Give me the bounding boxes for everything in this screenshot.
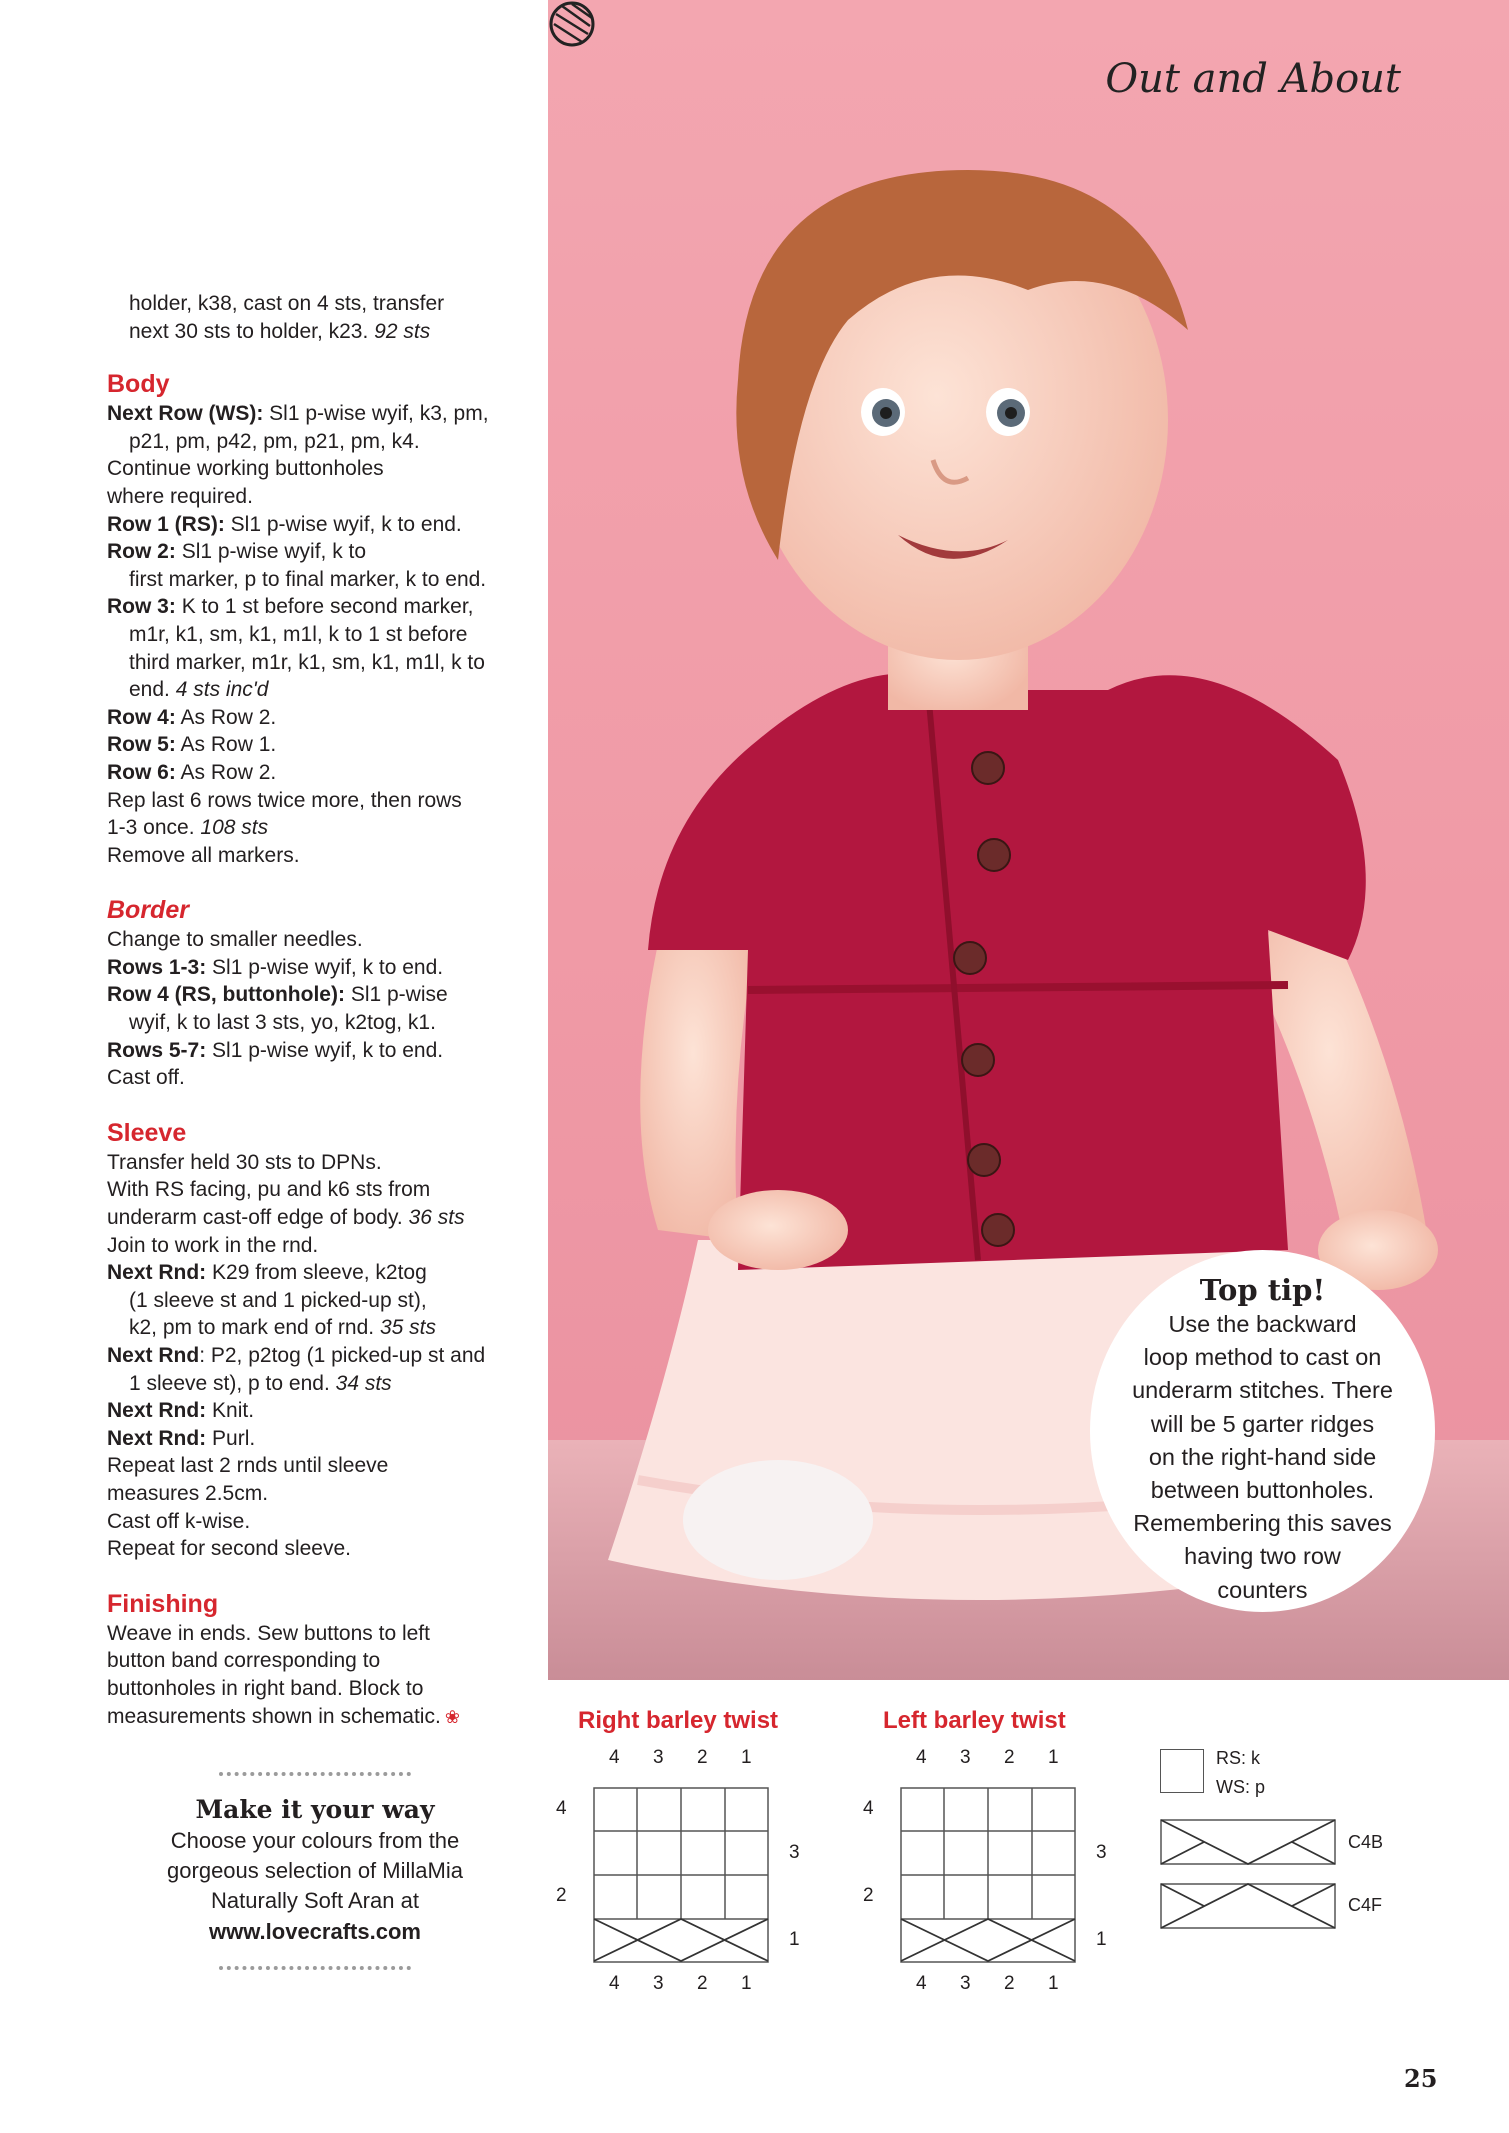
top-tip-line: loop method to cast on (1143, 1344, 1382, 1371)
cable-cross-row (594, 1919, 768, 1961)
row-label: 2 (556, 1885, 567, 1906)
key-label-rs: RS: k (1216, 1748, 1261, 1768)
top-tip-bubble (1090, 1250, 1435, 1612)
row-label: 3 (1096, 1842, 1107, 1863)
dotted-divider (219, 1772, 411, 1776)
row-label: 4 (556, 1798, 567, 1819)
heading-sleeve: Sleeve (107, 1118, 187, 1147)
lovecrafts-link[interactable]: www.lovecrafts.com (209, 1919, 421, 1944)
instruction-line: Row 3: K to 1 st before second marker, (107, 595, 474, 619)
instruction-line: wyif, k to last 3 sts, yo, k2tog, k1. (129, 1011, 436, 1035)
instruction-line: (1 sleeve st and 1 picked-up st), (129, 1288, 427, 1312)
column-label: 4 (916, 1973, 927, 1994)
column-label: 2 (1004, 1973, 1015, 1994)
instruction-line: Next Rnd: P2, p2tog (1 picked-up st and (107, 1344, 486, 1367)
column-label: 1 (741, 1747, 752, 1768)
c4b-key-swatch (1160, 1819, 1336, 1865)
instruction-line: Row 4: As Row 2. (107, 705, 277, 729)
key-label-ws: WS: p (1216, 1777, 1266, 1797)
instruction-line: first marker, p to final marker, k to end. (129, 567, 487, 591)
key-label-c4f: C4F (1348, 1895, 1383, 1915)
instruction-line: m1r, k1, sm, k1, m1l, k to 1 st before (129, 622, 468, 646)
make-it-your-way-title: Make it your way (195, 1795, 435, 1824)
instruction-line: underarm cast-off edge of body. 36 sts (107, 1206, 465, 1230)
instruction-line: Transfer held 30 sts to DPNs. (107, 1150, 382, 1174)
sock (683, 1460, 873, 1580)
instruction-line: Continue working buttonholes (107, 457, 384, 481)
instruction-line: buttonholes in right band. Block to (107, 1676, 424, 1700)
instruction-line: Rep last 6 rows twice more, then rows (107, 788, 462, 812)
instruction-line: Row 6: As Row 2. (107, 760, 277, 784)
top-tip-line: between buttonholes. (1150, 1477, 1375, 1504)
column-label: 1 (741, 1973, 752, 1994)
instruction-line: Row 5: As Row 1. (107, 733, 277, 757)
instruction-line: p21, pm, p42, pm, p21, pm, k4. (129, 429, 420, 453)
instruction-line: button band corresponding to (107, 1649, 381, 1673)
left-arm (640, 900, 758, 1240)
yarn-ball-icon (548, 0, 596, 48)
row-label: 3 (789, 1842, 800, 1863)
make-it-your-way-line: Naturally Soft Aran at (211, 1888, 419, 1913)
right-barley-twist-title: Right barley twist (578, 1707, 779, 1734)
instruction-line: Next Row (WS): Sl1 p-wise wyif, k3, pm, (107, 402, 489, 426)
instruction-line: Repeat last 2 rnds until sleeve (107, 1454, 389, 1478)
end-of-pattern-icon: ❀ (444, 1706, 460, 1727)
intro-line: holder, k38, cast on 4 sts, transfer (129, 292, 445, 315)
instruction-line: Repeat for second sleeve. (107, 1537, 351, 1561)
column-label: 2 (697, 1973, 708, 1994)
column-label: 2 (1004, 1747, 1015, 1768)
heading-finishing: Finishing (107, 1589, 219, 1618)
make-it-your-way-line: Choose your colours from the (170, 1828, 460, 1853)
make-it-your-way-line: gorgeous selection of MillaMia (167, 1858, 463, 1883)
instruction-line: Cast off. (107, 1066, 185, 1090)
top-tip-line: having two row (1184, 1543, 1341, 1570)
row-label: 2 (863, 1885, 874, 1906)
instruction-line: measurements shown in schematic. ❀ (107, 1704, 460, 1728)
instruction-line: Change to smaller needles. (107, 928, 363, 952)
column-label: 4 (609, 1973, 620, 1994)
row-label: 4 (863, 1798, 874, 1819)
heading-body: Body (107, 370, 170, 399)
make-it-your-way-box (130, 1772, 500, 1970)
heading-border: Border (107, 896, 189, 925)
instruction-line: where required. (107, 484, 253, 508)
instruction-line: 1-3 once. 108 sts (107, 816, 269, 840)
instruction-line: end. 4 sts inc'd (129, 678, 269, 702)
stitch-count: 92 sts (374, 319, 431, 343)
knit-purl-key-swatch (1160, 1749, 1204, 1793)
instruction-line: Join to work in the rnd. (107, 1233, 319, 1257)
page-number: 25 (1404, 2064, 1438, 2093)
left-barley-twist-grid (900, 1787, 1076, 1963)
instruction-line: Rows 1-3: Sl1 p-wise wyif, k to end. (107, 955, 444, 979)
column-label: 2 (697, 1747, 708, 1768)
right-barley-twist-grid (593, 1787, 769, 1963)
instruction-line: Row 1 (RS): Sl1 p-wise wyif, k to end. (107, 512, 462, 536)
intro-block (107, 290, 527, 345)
cable-cross-row (901, 1919, 1075, 1961)
row-label: 1 (789, 1929, 800, 1950)
instruction-line: Row 2: Sl1 p-wise wyif, k to (107, 540, 367, 564)
top-tip-line: Use the backward (1168, 1311, 1357, 1337)
instruction-line: Remove all markers. (107, 843, 300, 867)
top-tip-title: Top tip! (1199, 1273, 1326, 1307)
top-tip-line: will be 5 garter ridges (1150, 1410, 1375, 1437)
pattern-instructions (107, 290, 527, 1731)
left-barley-twist-title: Left barley twist (883, 1707, 1066, 1734)
instruction-line: Next Rnd: Knit. (107, 1399, 255, 1423)
instruction-line: third marker, m1r, k1, sm, k1, m1l, k to (129, 650, 485, 674)
left-hand (708, 1190, 848, 1270)
instruction-line: Row 4 (RS, buttonhole): Sl1 p-wise (107, 983, 448, 1007)
cardigan (648, 673, 1366, 1270)
section-tag: Out and About (1105, 56, 1401, 102)
column-label: 4 (609, 1747, 620, 1768)
column-label: 4 (916, 1747, 927, 1768)
intro-line: next 30 sts to holder, k23. 92 sts (129, 319, 431, 343)
column-label: 3 (960, 1973, 971, 1994)
row-label: 1 (1096, 1929, 1107, 1950)
instruction-line: Rows 5-7: Sl1 p-wise wyif, k to end. (107, 1038, 444, 1062)
column-label: 1 (1048, 1747, 1059, 1768)
top-tip-line: on the right-hand side (1148, 1443, 1377, 1470)
column-label: 3 (960, 1747, 971, 1768)
instruction-line: Next Rnd: Purl. (107, 1426, 256, 1450)
top-tip-line: Remembering this saves (1133, 1510, 1392, 1537)
dotted-divider (219, 1966, 411, 1970)
top-tip-line: counters (1217, 1576, 1308, 1603)
instruction-line: Weave in ends. Sew buttons to left (107, 1621, 430, 1645)
top-tip-line: underarm stitches. There (1132, 1377, 1393, 1404)
column-label: 1 (1048, 1973, 1059, 1994)
instruction-line: With RS facing, pu and k6 sts from (107, 1178, 431, 1202)
instruction-line: k2, pm to mark end of rnd. 35 sts (129, 1316, 436, 1340)
c4f-key-swatch (1160, 1883, 1336, 1929)
column-label: 3 (653, 1747, 664, 1768)
key-label-c4b: C4B (1348, 1832, 1384, 1852)
column-label: 3 (653, 1973, 664, 1994)
instruction-line: Cast off k-wise. (107, 1509, 251, 1533)
instruction-line: 1 sleeve st), p to end. 34 sts (129, 1371, 392, 1395)
instruction-line: Next Rnd: K29 from sleeve, k2tog (107, 1261, 427, 1285)
instruction-line: measures 2.5cm. (107, 1481, 269, 1505)
